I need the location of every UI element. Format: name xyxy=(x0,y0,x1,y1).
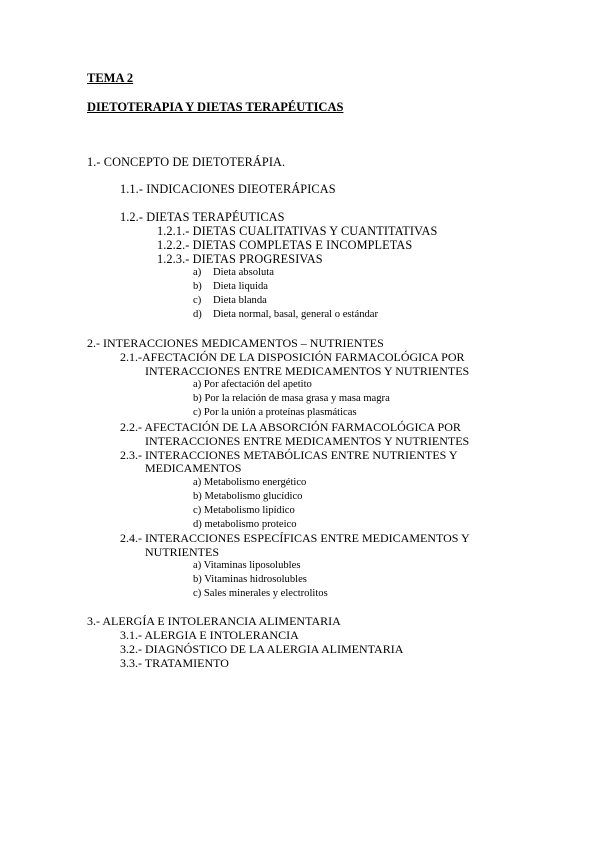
document-tema: TEMA 2 xyxy=(87,71,134,85)
list-item-label: b) xyxy=(193,281,202,292)
list-item: c) Sales minerales y electrolitos xyxy=(193,588,328,599)
document-title: DIETOTERAPIA Y DIETAS TERAPÉUTICAS xyxy=(87,100,344,114)
list-item: c) Por la unión a proteínas plasmáticas xyxy=(193,407,357,418)
section-3-1-heading: 3.1.- ALERGIA E INTOLERANCIA xyxy=(120,628,299,642)
section-2-4-heading: 2.4.- INTERACCIONES ESPECÍFICAS ENTRE MEDICAMENTOS Y xyxy=(120,531,470,545)
section-2-1-heading-cont: INTERACCIONES ENTRE MEDICAMENTOS Y NUTRIENTES xyxy=(145,364,470,378)
list-item xyxy=(193,294,267,308)
section-2-3-heading-cont: MEDICAMENTOS xyxy=(145,461,242,475)
section-2-3-heading: 2.3.- INTERACCIONES METABÓLICAS ENTRE NUTRIENTES Y xyxy=(120,448,458,462)
list-item: b) Por la relación de masa grasa y masa magra xyxy=(193,393,390,404)
section-3-3-heading: 3.3.- TRATAMIENTO xyxy=(120,656,229,670)
list-item: a) Por afectación del apetito xyxy=(193,379,312,390)
section-2-2-heading-cont: INTERACCIONES ENTRE MEDICAMENTOS Y NUTRIENTES xyxy=(145,434,470,448)
section-1-2-3-heading: 1.2.3.- DIETAS PROGRESIVAS xyxy=(157,252,323,266)
list-item: b) Vitaminas hidrosolubles xyxy=(193,574,307,585)
list-item xyxy=(193,280,268,294)
section-2-2-heading: 2.2.- AFECTACIÓN DE LA ABSORCIÓN FARMACOLÓGICA POR xyxy=(120,420,461,434)
list-item-text: Dieta absoluta xyxy=(213,267,274,278)
list-item: c) Metabolismo lipídico xyxy=(193,505,295,516)
section-2-heading: 2.- INTERACCIONES MEDICAMENTOS – NUTRIENTES xyxy=(87,336,384,350)
section-1-2-1-heading: 1.2.1.- DIETAS CUALITATIVAS Y CUANTITATIVAS xyxy=(157,224,438,238)
list-item: a) Vitaminas liposolubles xyxy=(193,560,301,571)
list-item: b) Metabolismo glucídico xyxy=(193,491,303,502)
section-1-2-2-heading: 1.2.2.- DIETAS COMPLETAS E INCOMPLETAS xyxy=(157,238,413,252)
list-item-text: Dieta normal, basal, general o estándar xyxy=(213,309,379,320)
list-item-label: a) xyxy=(193,267,202,278)
section-2-4-heading-cont: NUTRIENTES xyxy=(145,545,219,559)
section-2-1-heading: 2.1.-AFECTACIÓN DE LA DISPOSICIÓN FARMACOLÓGICA POR xyxy=(120,350,465,364)
section-1-heading: 1.- CONCEPTO DE DIETOTERÁPIA. xyxy=(87,155,286,169)
list-item-label: d) xyxy=(193,309,202,320)
list-item-text: Dieta liquida xyxy=(213,281,269,292)
list-item xyxy=(193,308,378,322)
list-item-text: Dieta blanda xyxy=(213,295,267,306)
section-3-heading: 3.- ALERGÍA E INTOLERANCIA ALIMENTARIA xyxy=(87,614,341,628)
section-3-2-heading: 3.2.- DIAGNÓSTICO DE LA ALERGIA ALIMENTARIA xyxy=(120,642,404,656)
list-item-label: c) xyxy=(193,295,202,306)
list-item xyxy=(193,266,274,280)
list-item: a) Metabolismo energético xyxy=(193,477,307,488)
list-item: d) metabolismo proteico xyxy=(193,519,297,530)
section-1-2-heading: 1.2.- DIETAS TERAPÉUTICAS xyxy=(120,210,285,224)
section-1-1-heading: 1.1.- INDICACIONES DIEOTERÁPICAS xyxy=(120,182,336,196)
